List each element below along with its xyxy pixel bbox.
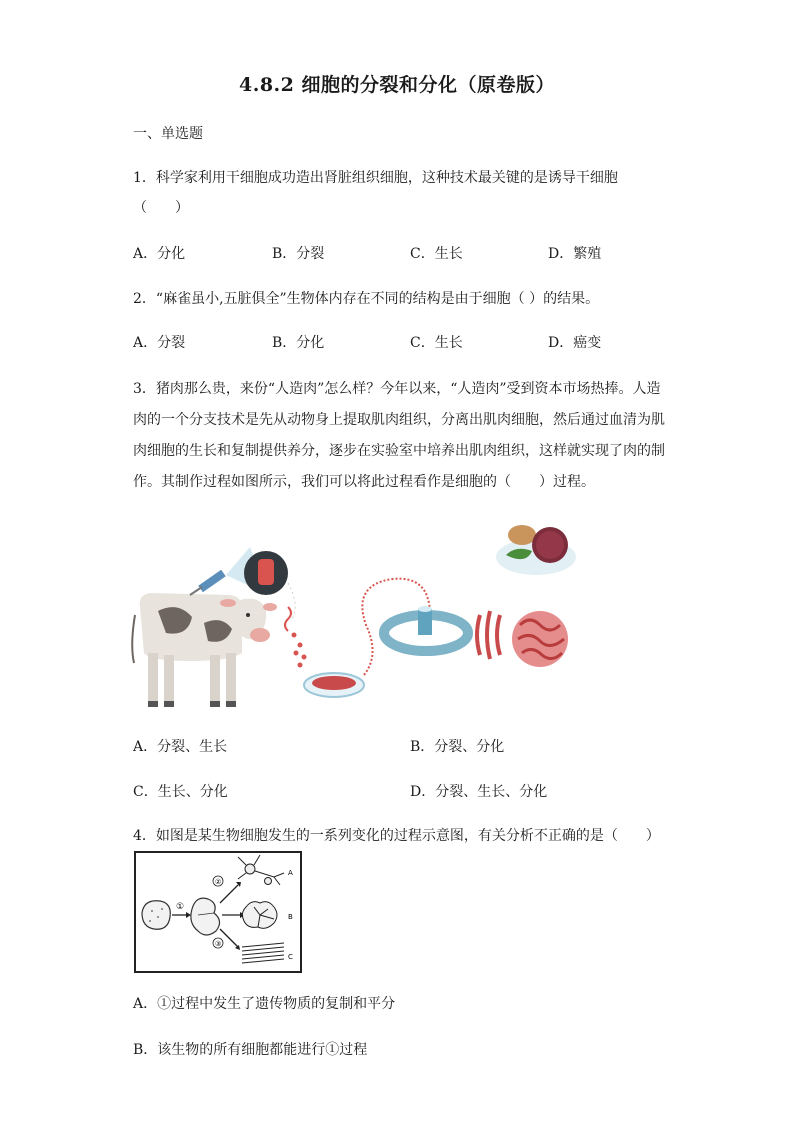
question-2-option-a: A．分裂 <box>133 335 186 351</box>
question-3-option-b: B．分裂、分化 <box>410 739 505 755</box>
question-1-option-c: C．生长 <box>410 246 463 262</box>
question-2-option-b: B．分化 <box>272 335 325 351</box>
burger-plate-image <box>496 525 576 575</box>
step-3-label: ③ <box>215 940 222 948</box>
question-4-stem: 4．如图是某生物细胞发生的一系列变化的过程示意图，有关分析不正确的是（ ） <box>133 828 660 844</box>
question-1-stem: 1．科学家利用干细胞成功造出肾脏组织细胞，这种技术最关键的是诱导干细胞 <box>133 170 618 186</box>
question-1-stem-cont: （ ） <box>133 200 189 216</box>
question-1-option-d: D．繁殖 <box>548 246 602 262</box>
question-3-stem-line-4: 作。其制作过程如图所示，我们可以将此过程看作是细胞的（ ）过程。 <box>133 474 595 490</box>
label-c: C <box>288 953 293 961</box>
question-1-option-a: A．分化 <box>133 246 186 262</box>
epithelial-cells <box>242 902 277 929</box>
artificial-meat-illustration <box>130 515 590 710</box>
question-1-option-b: B．分裂 <box>272 246 325 262</box>
bioreactor-ring-image <box>384 606 468 651</box>
cow-image <box>132 593 277 707</box>
question-4-option-a: A．①过程中发生了遗传物质的复制和平分 <box>133 996 396 1012</box>
initial-cell <box>142 901 170 930</box>
step-1-label: ① <box>176 902 185 912</box>
petri-dish-image <box>304 673 364 697</box>
syringe-image <box>190 570 226 595</box>
ground-meat-image <box>512 611 568 667</box>
label-a: A <box>288 869 293 877</box>
question-3-option-c: C．生长、分化 <box>133 784 228 800</box>
step-2-label: ② <box>215 878 222 886</box>
question-3-stem-line-1: 3．猪肉那么贵，来份“人造肉”怎么样？今年以来，“人造肉”受到资本市场热捧。人造 <box>133 381 661 397</box>
question-2-option-c: C．生长 <box>410 335 463 351</box>
question-3-stem-line-2: 肉的一个分支技术是先从动物身上提取肌肉组织，分离出肌肉细胞，然后通过血清为肌 <box>133 412 665 428</box>
label-b: B <box>288 913 293 921</box>
question-4-option-b: B．该生物的所有细胞都能进行①过程 <box>133 1042 368 1058</box>
question-3-option-a: A．分裂、生长 <box>133 739 228 755</box>
question-3-option-d: D．分裂、生长、分化 <box>410 784 548 800</box>
question-2-stem: 2．“麻雀虽小,五脏俱全”生物体内存在不同的结构是由于细胞（ ）的结果。 <box>133 291 600 307</box>
section-heading: 一、单选题 <box>133 126 203 142</box>
question-2-option-d: D．癌变 <box>548 335 602 351</box>
question-3-stem-line-3: 肉细胞的生长和复制提供养分，逐步在实验室中培养出肌肉组织，这样就实现了肉的制 <box>133 443 665 459</box>
cell-process-diagram <box>134 851 302 973</box>
page-title: 4.8.2 细胞的分裂和分化（原卷版） <box>238 74 555 96</box>
